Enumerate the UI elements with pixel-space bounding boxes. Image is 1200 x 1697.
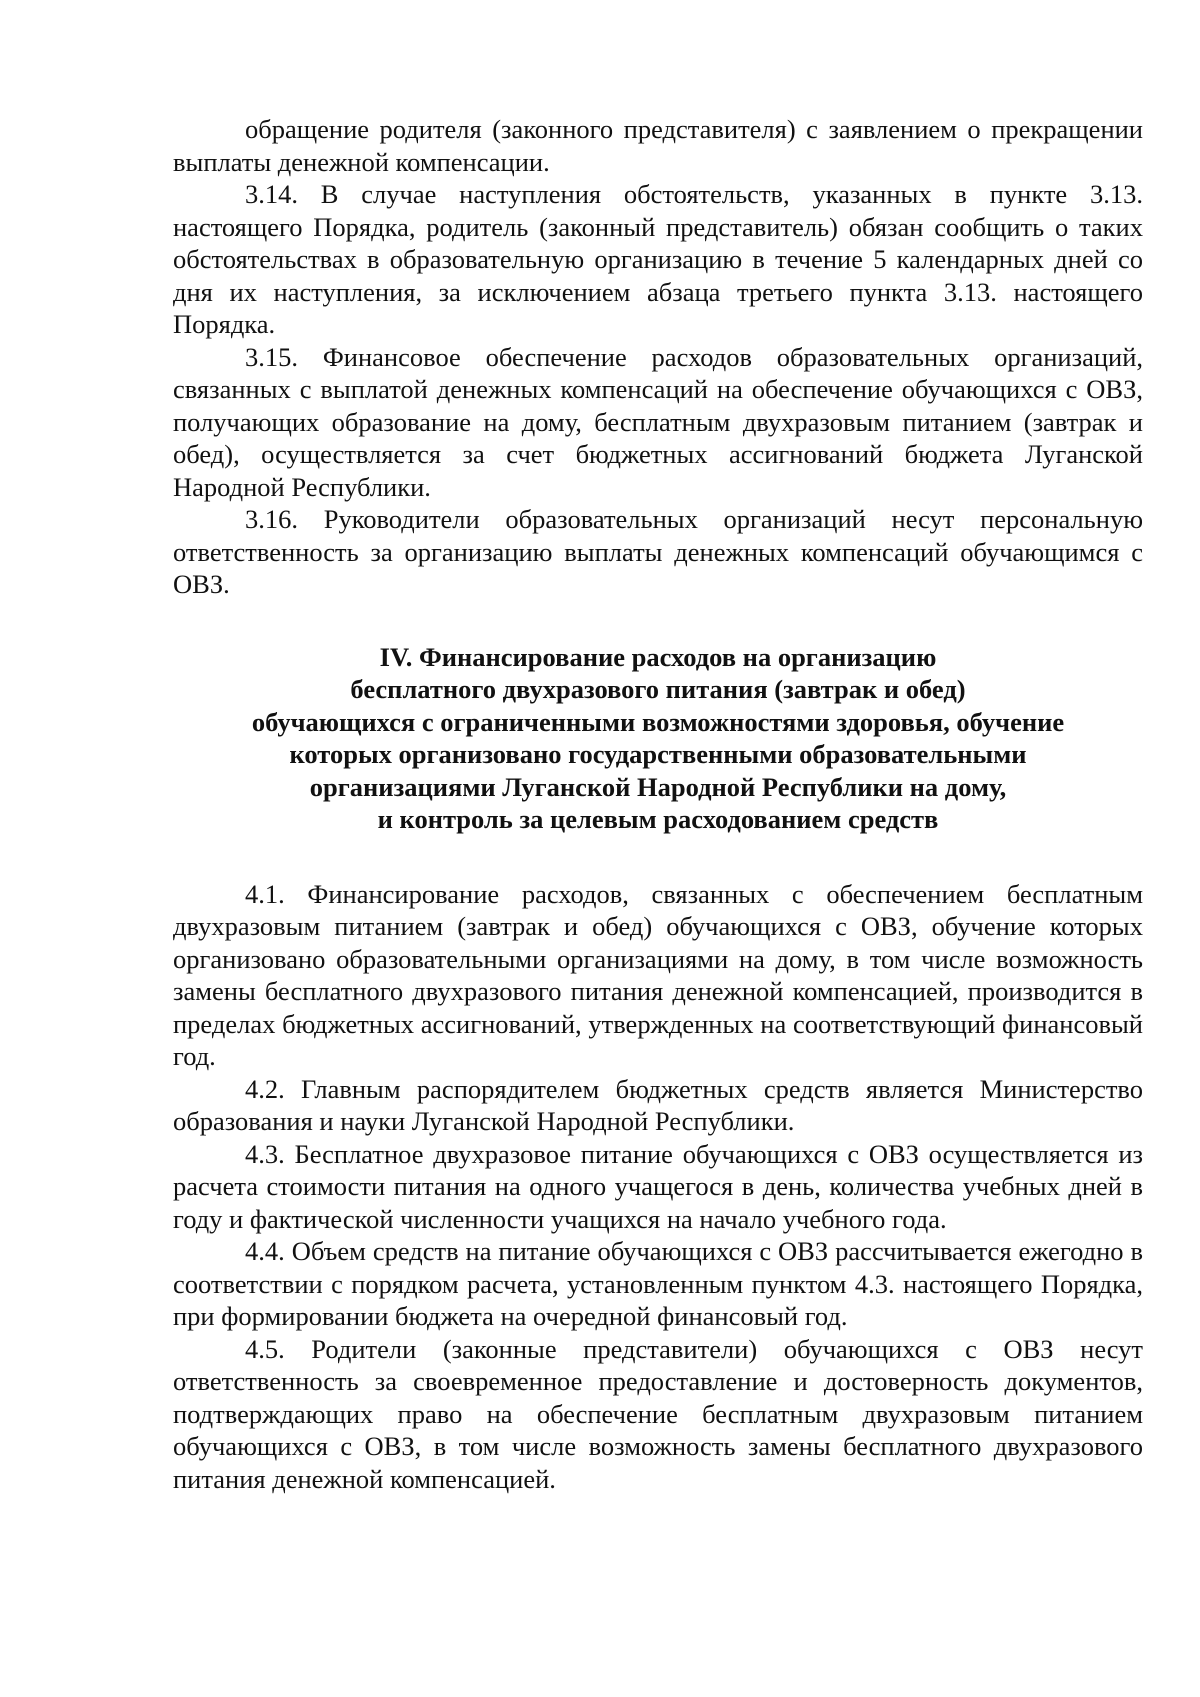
section-heading-line: организациями Луганской Народной Республики на дому, — [309, 771, 1007, 802]
section-heading-line: и контроль за целевым расходованием средств — [377, 804, 939, 834]
paragraph-3-13-continuation: обращение родителя (законного представителя) с заявлением о прекращении выплаты денежной компенсации. — [173, 114, 1143, 177]
section-heading-line: IV. Финансирование расходов на организацию — [379, 641, 937, 672]
paragraph-4-5: 4.5. Родители (законные представители) обучающихся с ОВЗ несут ответственность за своевременное предоставление и достоверность документов, подтверждающих право на обеспечение бесплатным двухразовым питанием обучающихся с ОВЗ, в том числе возможность замены бесплатного двухразового питания денежной компенсацией. — [173, 1333, 1143, 1494]
paragraph-3-16: 3.16. Руководители образовательных организаций несут персональную ответственность за организацию выплаты денежных компенсаций обучающимся с ОВЗ. — [173, 504, 1143, 599]
section-heading-line: бесплатного двухразового питания (завтрак и обед) — [350, 674, 966, 704]
section-heading-line: обучающихся с ограниченными возможностями здоровья, обучение — [251, 706, 1065, 737]
section-heading — [173, 641, 1143, 836]
paragraph-4-4: 4.4. Объем средств на питание обучающихся с ОВЗ рассчитывается ежегодно в соответствии с порядком расчета, установленным пунктом 4.3. настоящего Порядка, при формировании бюджета на очередной финансовый год. — [173, 1236, 1143, 1331]
paragraph-4-2: 4.2. Главным распорядителем бюджетных средств является Министерство образования и науки Луганской Народной Республики. — [173, 1073, 1143, 1136]
paragraph-4-1: 4.1. Финансирование расходов, связанных с обеспечением бесплатным двухразовым питанием (завтрак и обед) обучающихся с ОВЗ, обучение которых организовано образовательными организациями на дому, в том числе возможность замены бесплатного двухразового питания денежной компенсацией, производится в пределах бюджетных ассигнований, утвержденных на соответствующий финансовый год. — [173, 878, 1143, 1071]
paragraph-4-3: 4.3. Бесплатное двухразовое питание обучающихся с ОВЗ осуществляется из расчета стоимости питания на одного учащегося в день, количества учебных дней в году и фактической численности учащихся на начало учебного года. — [173, 1138, 1143, 1234]
section-heading-line: которых организовано государственными образовательными — [289, 739, 1027, 769]
paragraph-3-15: 3.15. Финансовое обеспечение расходов образовательных организаций, связанных с выплатой денежных компенсаций на обеспечение обучающихся с ОВЗ, получающих образование на дому, бесплатным двухразовым питанием (завтрак и обед), осуществляется за счет бюджетных ассигнований бюджета Луганской Народной Республики. — [173, 341, 1143, 502]
paragraph-3-14: 3.14. В случае наступления обстоятельств, указанных в пункте 3.13. настоящего Порядка, родитель (законный представитель) обязан сообщить о таких обстоятельствах в образовательную организацию в течение 5 календарных дней со дня их наступления, за исключением абзаца третьего пункта 3.13. настоящего Порядка. — [173, 179, 1143, 339]
document-body — [173, 113, 1143, 1495]
